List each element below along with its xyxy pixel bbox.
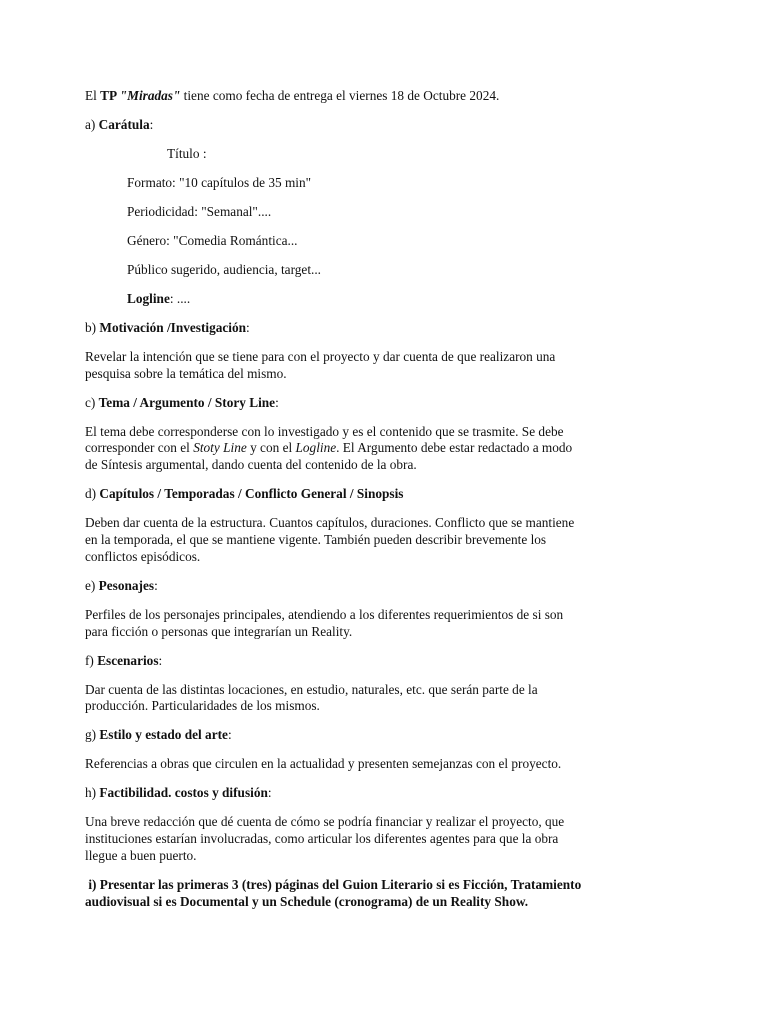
section-h-heading: h) Factibilidad. costos y difusión: <box>85 785 272 801</box>
caratula-genero: Género: "Comedia Romántica... <box>127 232 298 248</box>
section-a-heading: a) Carátula: <box>85 116 154 132</box>
tp-title: "Miradas" <box>119 88 181 103</box>
section-c-body: El tema debe corresponderse con lo investigado y es el contenido que se trasmite. Se debe corresponder con el Stoty Line y con el Logline. El Argumento debe estar redactado a modo de Síntesis argumental, dando cuenta del contenido de la obra. <box>85 423 573 473</box>
section-d-heading: d) Capítulos / Temporadas / Conflicto General / Sinopsis <box>85 486 404 502</box>
section-d-body: Deben dar cuenta de la estructura. Cuantos capítulos, duraciones. Conflicto que se mantiene en la temporada, el que se mantiene vigente. También pueden describir brevemente los conflictos episódicos. <box>85 515 575 564</box>
section-f-heading: f) Escenarios: <box>85 652 163 668</box>
section-g-body: Referencias a obras que circulen en la actualidad y presenten semejanzas con el proyecto. <box>85 756 562 772</box>
section-g-heading: g) Estilo y estado del arte: <box>85 727 232 743</box>
section-f-body: Dar cuenta de las distintas locaciones, en estudio, naturales, etc. que serán parte de la producción. Particularidades de los mismos. <box>85 681 538 714</box>
section-e-heading: e) Pesonajes: <box>85 577 158 593</box>
caratula-titulo: Título : <box>167 145 207 161</box>
caratula-formato: Formato: "10 capítulos de 35 min" <box>127 174 312 190</box>
section-h-body: Una breve redacción que dé cuenta de cómo se podría financiar y realizar el proyecto, que instituciones estarían involucradas, como articular los diferentes agentes para que la obra llegue a buen puerto. <box>85 814 565 863</box>
intro-line: El TP "Miradas" tiene como fecha de entrega el viernes 18 de Octubre 2024. <box>85 88 500 103</box>
caratula-logline: Logline: .... <box>127 290 191 306</box>
tp-label: TP <box>100 88 120 103</box>
section-i-body: i) Presentar las primeras 3 (tres) páginas del Guion Literario si es Ficción, Tratamiento audiovisual si es Documental y un Schedule (cronograma) de un Reality Show. <box>85 876 582 909</box>
section-e-body: Perfiles de los personajes principales, atendiendo a los diferentes requerimientos de si son para ficción o personas que integrarían un Reality. <box>85 606 564 639</box>
section-c-heading: c) Tema / Argumento / Story Line: <box>85 394 279 410</box>
section-b-body: Revelar la intención que se tiene para con el proyecto y dar cuenta de que realizaron una pesquisa sobre la temática del mismo. <box>85 348 556 381</box>
document-body <box>85 88 625 910</box>
caratula-periodicidad: Periodicidad: "Semanal".... <box>127 203 272 219</box>
caratula-publico: Público sugerido, audiencia, target... <box>127 261 321 277</box>
section-b-heading: b) Motivación /Investigación: <box>85 319 250 335</box>
